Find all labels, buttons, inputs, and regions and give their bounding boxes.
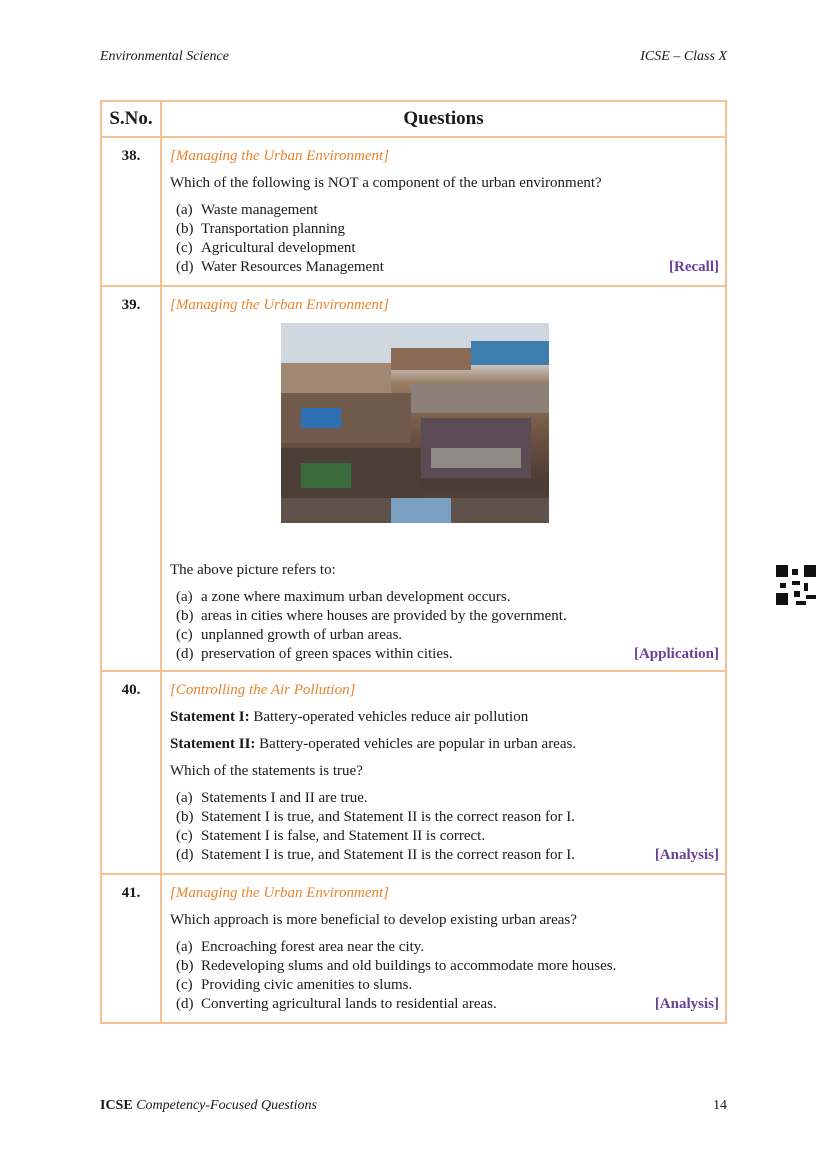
slum-photo xyxy=(281,323,549,523)
option-d xyxy=(176,846,719,865)
option-c xyxy=(176,976,719,995)
option-label: (c) xyxy=(176,977,193,993)
question-cell xyxy=(161,137,726,286)
question-row-38 xyxy=(101,137,726,286)
option-text: Statement I is true, and Statement II is the correct reason for I. xyxy=(201,809,576,825)
footer-subtitle: Competency-Focused Questions xyxy=(132,1098,317,1113)
question-topic: [Controlling the Air Pollution] xyxy=(170,682,356,698)
option-text: a zone where maximum urban development occurs. xyxy=(201,589,511,605)
question-number: 40. xyxy=(101,671,161,874)
option-label: (d) xyxy=(176,996,194,1012)
option-b xyxy=(176,220,719,239)
option-d xyxy=(176,645,719,664)
question-number: 38. xyxy=(101,137,161,286)
option-label: (c) xyxy=(176,828,193,844)
option-a xyxy=(176,588,719,607)
question-number: 39. xyxy=(101,286,161,671)
option-d xyxy=(176,258,719,277)
statement-one xyxy=(170,708,719,727)
question-cell xyxy=(161,286,726,671)
table-header-row xyxy=(101,101,726,137)
questions-table xyxy=(100,100,727,1024)
question-stem: Which of the following is NOT a component of the urban environment? xyxy=(170,175,602,191)
question-topic: [Managing the Urban Environment] xyxy=(170,885,390,901)
option-text: Agricultural development xyxy=(201,240,356,256)
option-label: (c) xyxy=(176,627,193,643)
option-label: (d) xyxy=(176,847,194,863)
option-text: Encroaching forest area near the city. xyxy=(201,939,425,955)
question-row-40 xyxy=(101,671,726,874)
option-text: unplanned growth of urban areas. xyxy=(201,627,403,643)
competency-tag: [Recall] xyxy=(669,259,719,275)
option-text: Redeveloping slums and old buildings to accommodate more houses. xyxy=(201,958,617,974)
option-a xyxy=(176,789,719,808)
footer-brand: ICSE xyxy=(100,1098,133,1113)
col-header-questions: Questions xyxy=(161,101,726,137)
option-label: (a) xyxy=(176,589,193,605)
option-b xyxy=(176,957,719,976)
option-label: (a) xyxy=(176,202,193,218)
options-list xyxy=(176,588,719,664)
option-c xyxy=(176,239,719,258)
question-stem: The above picture refers to: xyxy=(170,562,336,578)
page-number: 14 xyxy=(713,1098,727,1113)
question-cell xyxy=(161,671,726,874)
question-row-39 xyxy=(101,286,726,671)
photo-container xyxy=(281,323,719,523)
option-label: (b) xyxy=(176,608,194,624)
running-header-subject: Environmental Science xyxy=(100,49,229,64)
statement-two xyxy=(170,735,719,754)
qr-code-icon[interactable] xyxy=(776,565,816,605)
option-a xyxy=(176,938,719,957)
option-text: Providing civic amenities to slums. xyxy=(201,977,413,993)
competency-tag: [Analysis] xyxy=(654,996,719,1012)
question-number: 41. xyxy=(101,874,161,1023)
option-text: Statement I is true, and Statement II is the correct reason for I. xyxy=(201,847,576,863)
option-text: Waste management xyxy=(201,202,318,218)
option-label: (b) xyxy=(176,958,194,974)
option-text: Water Resources Management xyxy=(201,259,384,275)
options-list xyxy=(176,201,719,277)
option-b xyxy=(176,607,719,626)
option-a xyxy=(176,201,719,220)
question-row-41 xyxy=(101,874,726,1023)
option-text: Transportation planning xyxy=(201,221,346,237)
statement-one-text: Battery-operated vehicles reduce air pollution xyxy=(249,709,529,725)
option-label: (a) xyxy=(176,790,193,806)
question-cell xyxy=(161,874,726,1023)
question-stem: Which of the statements is true? xyxy=(170,763,363,779)
col-header-sno: S.No. xyxy=(101,101,161,137)
statement-two-label: Statement II: xyxy=(170,736,256,752)
option-text: Statement I is false, and Statement II is correct. xyxy=(201,828,486,844)
question-stem: Which approach is more beneficial to develop existing urban areas? xyxy=(170,912,577,928)
option-label: (b) xyxy=(176,809,194,825)
statement-one-label: Statement I: xyxy=(170,709,250,725)
option-label: (b) xyxy=(176,221,194,237)
competency-tag: [Application] xyxy=(633,646,719,662)
statement-two-text: Battery-operated vehicles are popular in urban areas. xyxy=(255,736,577,752)
option-text: areas in cities where houses are provided by the government. xyxy=(201,608,567,624)
competency-tag: [Analysis] xyxy=(654,847,719,863)
option-d xyxy=(176,995,719,1014)
option-c xyxy=(176,626,719,645)
option-text: Statements I and II are true. xyxy=(201,790,368,806)
option-label: (c) xyxy=(176,240,193,256)
option-c xyxy=(176,827,719,846)
option-label: (d) xyxy=(176,646,194,662)
option-text: preservation of green spaces within cities. xyxy=(201,646,453,662)
option-b xyxy=(176,808,719,827)
running-header-class: ICSE – Class X xyxy=(640,49,727,64)
question-topic: [Managing the Urban Environment] xyxy=(170,148,390,164)
option-label: (d) xyxy=(176,259,194,275)
question-topic: [Managing the Urban Environment] xyxy=(170,297,390,313)
options-list xyxy=(176,938,719,1014)
options-list xyxy=(176,789,719,865)
option-text: Converting agricultural lands to residential areas. xyxy=(201,996,497,1012)
option-label: (a) xyxy=(176,939,193,955)
footer-title xyxy=(100,1098,317,1114)
